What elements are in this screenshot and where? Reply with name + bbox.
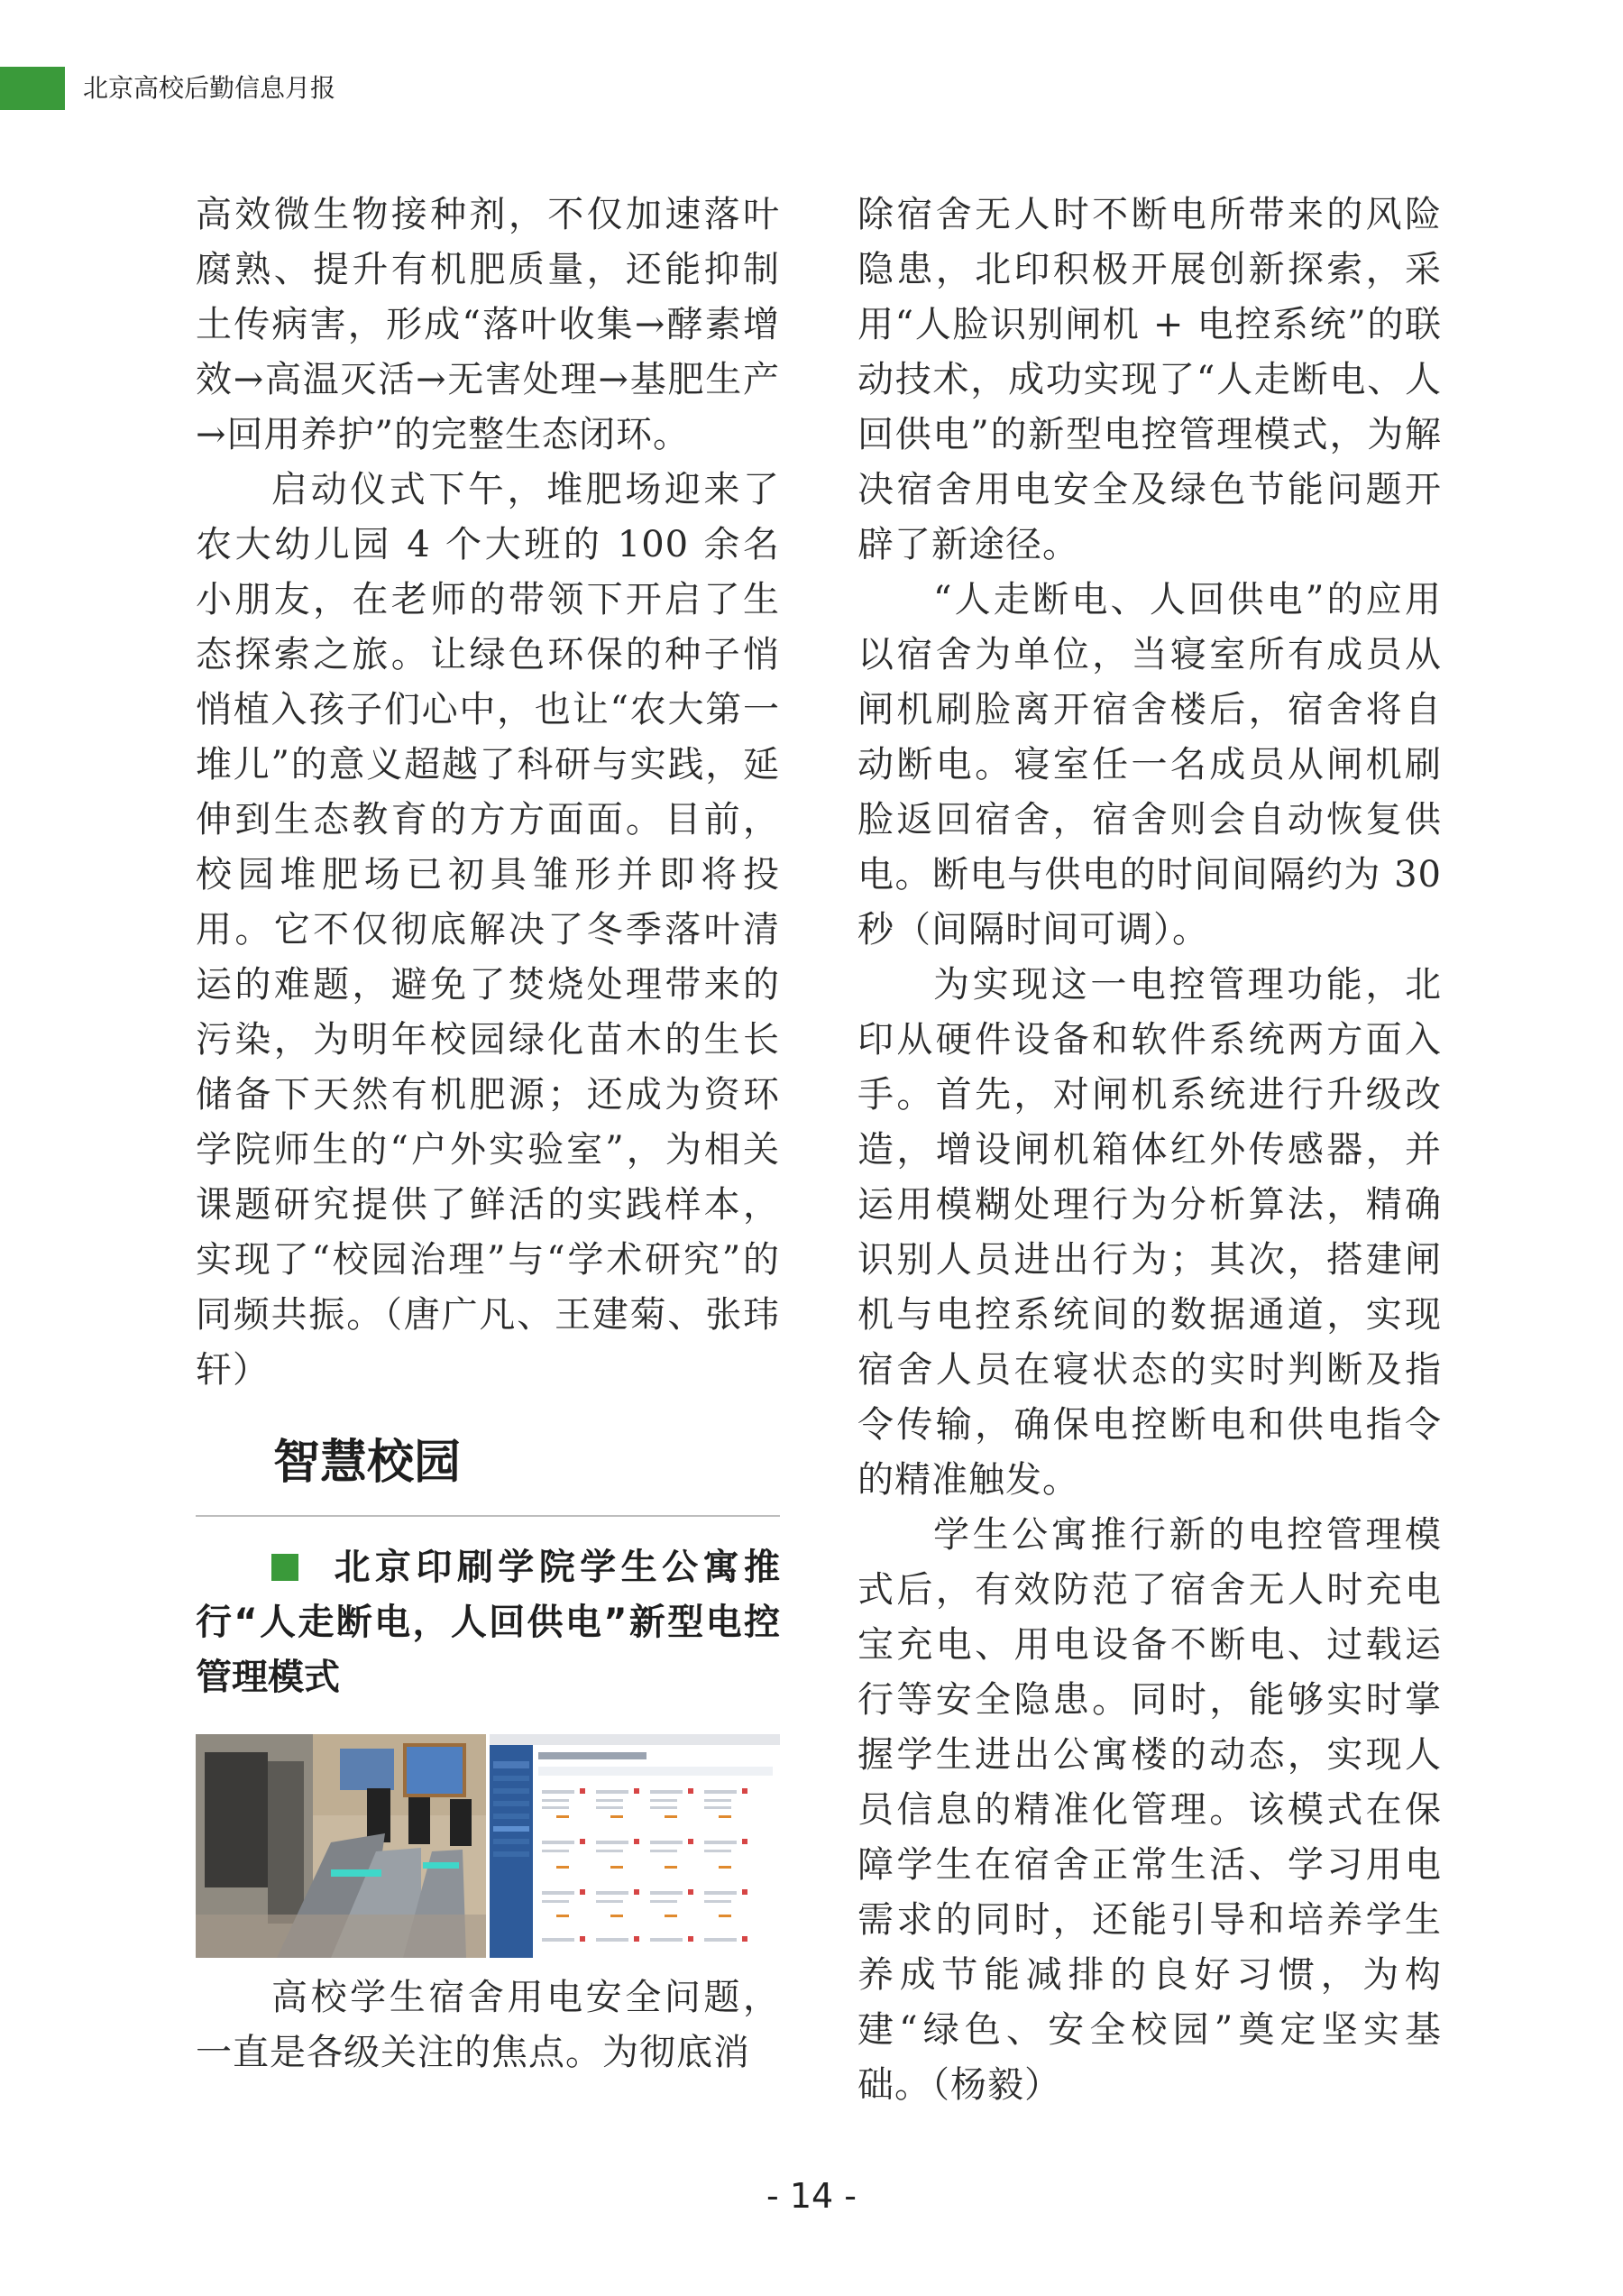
article-photo [196, 1734, 780, 1958]
green-square-bullet-icon [271, 1554, 298, 1581]
body-paragraph: 启动仪式下午，堆肥场迎来了农大幼儿园 4 个大班的 100 余名小朋友，在老师的带领下开启了生态探索之旅。让绿色环保的种子悄悄植入孩子们心中，也让“农大第一堆儿”的意义超越了科研与实践，延伸到生态教育的方方面面。目前，校园堆肥场已初具雏形并即将投用。它不仅彻底解决了冬季落叶清运的难题，避免了焚烧处理带来的污染，为明年校园绿化苗木的生长储备下天然有机肥源；还成为资环学院师生的“户外实验室”，为相关课题研究提供了鲜活的实践样本，实现了“校园治理”与“学术研究”的同频共振。（唐广凡、王建菊、张玮轩） [196, 469, 780, 1391]
body-paragraph: 高效微生物接种剂，不仅加速落叶腐熟、提升有机肥质量，还能抑制土传病害，形成“落叶收集→酵素增效→高温灭活→无害处理→基肥生产→回用养护”的完整生态闭环。 [196, 194, 780, 455]
page-number: - 14 - [766, 2176, 857, 2216]
article-headline [196, 1540, 780, 1705]
body-paragraph: 高校学生宿舍用电安全问题，一直是各级关注的焦点。为彻底消 [196, 1977, 780, 2073]
article-headline-text: 北京印刷学院学生公寓推行“人走断电，人回供电”新型电控管理模式 [196, 1547, 780, 1698]
body-paragraph: “人走断电、人回供电”的应用以宿舍为单位，当寝室所有成员从闸机刷脸离开宿舍楼后，宿舍将自动断电。寝室任一名成员从闸机刷脸返回宿舍，宿舍则会自动恢复供电。断电与供电的时间间隔约为 30 秒（间隔时间可调）。 [857, 579, 1442, 951]
left-column [196, 188, 780, 2080]
publication-title: 北京高校后勤信息月报 [83, 73, 336, 103]
body-paragraph: 学生公寓推行新的电控管理模式后，有效防范了宿舍无人时充电宝充电、用电设备不断电、过载运行等安全隐患。同时，能够实时掌握学生进出公寓楼的动态，实现人员信息的精准化管理。该模式在保障学生在宿舍正常生活、学习用电需求的同时，还能引导和培养学生养成节能减排的良好习惯，为构建“绿色、安全校园”奠定坚实基础。（杨毅） [857, 1514, 1442, 2106]
body-paragraph: 除宿舍无人时不断电所带来的风险隐患，北印积极开展创新探索，采用“人脸识别闸机 + 电控系统”的联动技术，成功实现了“人走断电、人回供电”的新型电控管理模式，为解决宿舍用电安全及绿色节能问题开辟了新途径。 [857, 194, 1442, 565]
right-column [857, 188, 1442, 2113]
section-divider [196, 1515, 780, 1517]
body-paragraph: 为实现这一电控管理功能，北印从硬件设备和软件系统两方面入手。首先，对闸机系统进行升级改造，增设闸机箱体红外传感器，并运用模糊处理行为分析算法，精确识别人员进出行为；其次，搭建闸机与电控系统间的数据通道，实现宿舍人员在寝状态的实时判断及指令传输，确保电控断电和供电指令的精准触发。 [857, 964, 1442, 1501]
header-accent-bar [0, 67, 65, 110]
section-title: 智慧校园 [273, 1436, 462, 1490]
